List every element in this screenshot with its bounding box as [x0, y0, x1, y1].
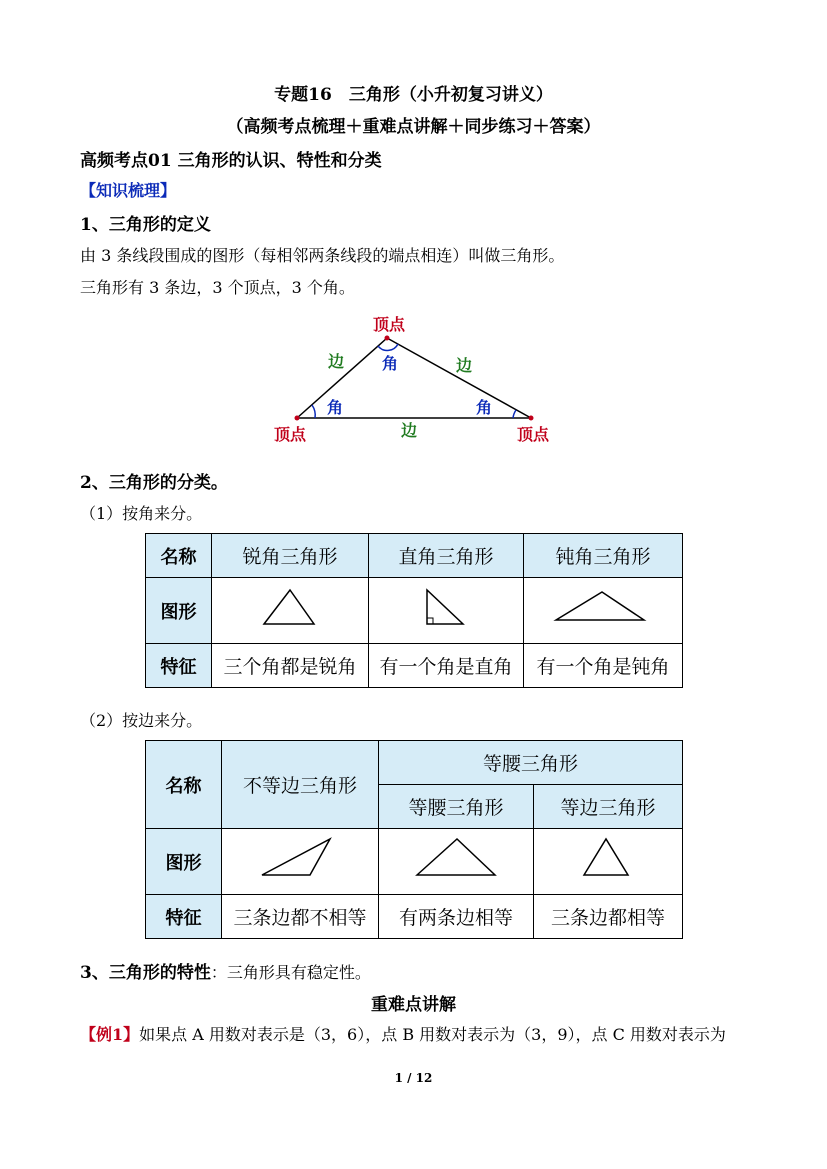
property-line	[80, 958, 371, 983]
feature-header: 特征	[146, 644, 212, 688]
figure-header: 图形	[146, 578, 212, 644]
right-feature: 有一个角是直角	[369, 644, 524, 688]
isosceles-figure	[379, 829, 534, 895]
side-classification-table	[145, 740, 683, 939]
equilateral-triangle-icon	[534, 829, 682, 889]
angle-arc-right	[513, 410, 516, 418]
vertex-dot-top	[385, 336, 390, 341]
vertex-dot-right	[529, 416, 534, 421]
angle-arc-left	[312, 405, 315, 418]
vertex-label-right: 顶点	[517, 425, 550, 444]
example-tag: 【例1】	[80, 1025, 140, 1044]
vertex-label-left: 顶点	[274, 425, 307, 444]
isosceles-name: 等腰三角形	[379, 785, 534, 829]
section-heading: 高频考点01 三角形的认识、特性和分类	[80, 151, 382, 171]
right-triangle-icon	[369, 578, 523, 638]
knowledge-tag: 【知识梳理】	[80, 181, 177, 200]
page-number: 1 / 12	[394, 1071, 433, 1085]
page-title: 专题16 三角形（小升初复习讲义）	[274, 85, 553, 105]
triangle-diagram	[260, 305, 570, 450]
isosceles-feature: 有两条边相等	[379, 895, 534, 939]
isosceles-triangle-icon	[379, 829, 533, 889]
by-angle-label: （1）按角来分。	[80, 504, 203, 523]
definition-heading: 1、三角形的定义	[80, 215, 211, 235]
example-line	[80, 1022, 726, 1045]
angle-label-top: 角	[382, 354, 399, 373]
right-name: 直角三角形	[369, 534, 524, 578]
property-heading: 3、三角形的特性	[80, 963, 211, 983]
name-header: 名称	[146, 534, 212, 578]
obtuse-feature: 有一个角是钝角	[524, 644, 683, 688]
angle-classification-table	[145, 533, 683, 688]
page-subtitle: （高频考点梳理＋重难点讲解＋同步练习＋答案）	[226, 117, 601, 137]
scalene-triangle-icon	[222, 829, 378, 889]
acute-figure	[212, 578, 369, 644]
scalene-feature: 三条边都不相等	[222, 895, 379, 939]
obtuse-figure	[524, 578, 683, 644]
example-text: 如果点 A 用数对表示是（3，6），点 B 用数对表示为（3，9），点 C 用数对表示为	[139, 1025, 726, 1044]
equilateral-name: 等边三角形	[534, 785, 683, 829]
equilateral-feature: 三条边都相等	[534, 895, 683, 939]
obtuse-name: 钝角三角形	[524, 534, 683, 578]
angle-arc-top	[378, 344, 398, 350]
side-label-left: 边	[328, 352, 345, 371]
acute-feature: 三个角都是锐角	[212, 644, 369, 688]
scalene-figure	[222, 829, 379, 895]
figure-header: 图形	[146, 829, 222, 895]
angle-label-right: 角	[476, 398, 493, 417]
equilateral-figure	[534, 829, 683, 895]
scalene-name: 不等边三角形	[222, 741, 379, 829]
feature-header: 特征	[146, 895, 222, 939]
acute-name: 锐角三角形	[212, 534, 369, 578]
definition-text: 由 3 条线段围成的图形（每相邻两条线段的端点相连）叫做三角形。	[80, 246, 565, 265]
angle-label-left: 角	[327, 398, 344, 417]
right-figure	[369, 578, 524, 644]
isosceles-group-name: 等腰三角形	[379, 741, 683, 785]
vertex-label-top: 顶点	[373, 315, 406, 334]
property-text: ：三角形具有稳定性。	[210, 963, 371, 982]
side-label-right: 边	[456, 356, 473, 375]
vertex-dot-left	[295, 416, 300, 421]
key-points-heading: 重难点讲解	[371, 995, 456, 1015]
by-side-label: （2）按边来分。	[80, 711, 203, 730]
name-header: 名称	[146, 741, 222, 829]
classification-heading: 2、三角形的分类。	[80, 473, 228, 493]
obtuse-triangle-icon	[524, 578, 682, 638]
side-label-bottom: 边	[401, 421, 418, 440]
parts-text: 三角形有 3 条边，3 个顶点，3 个角。	[80, 278, 355, 297]
acute-triangle-icon	[212, 578, 368, 638]
